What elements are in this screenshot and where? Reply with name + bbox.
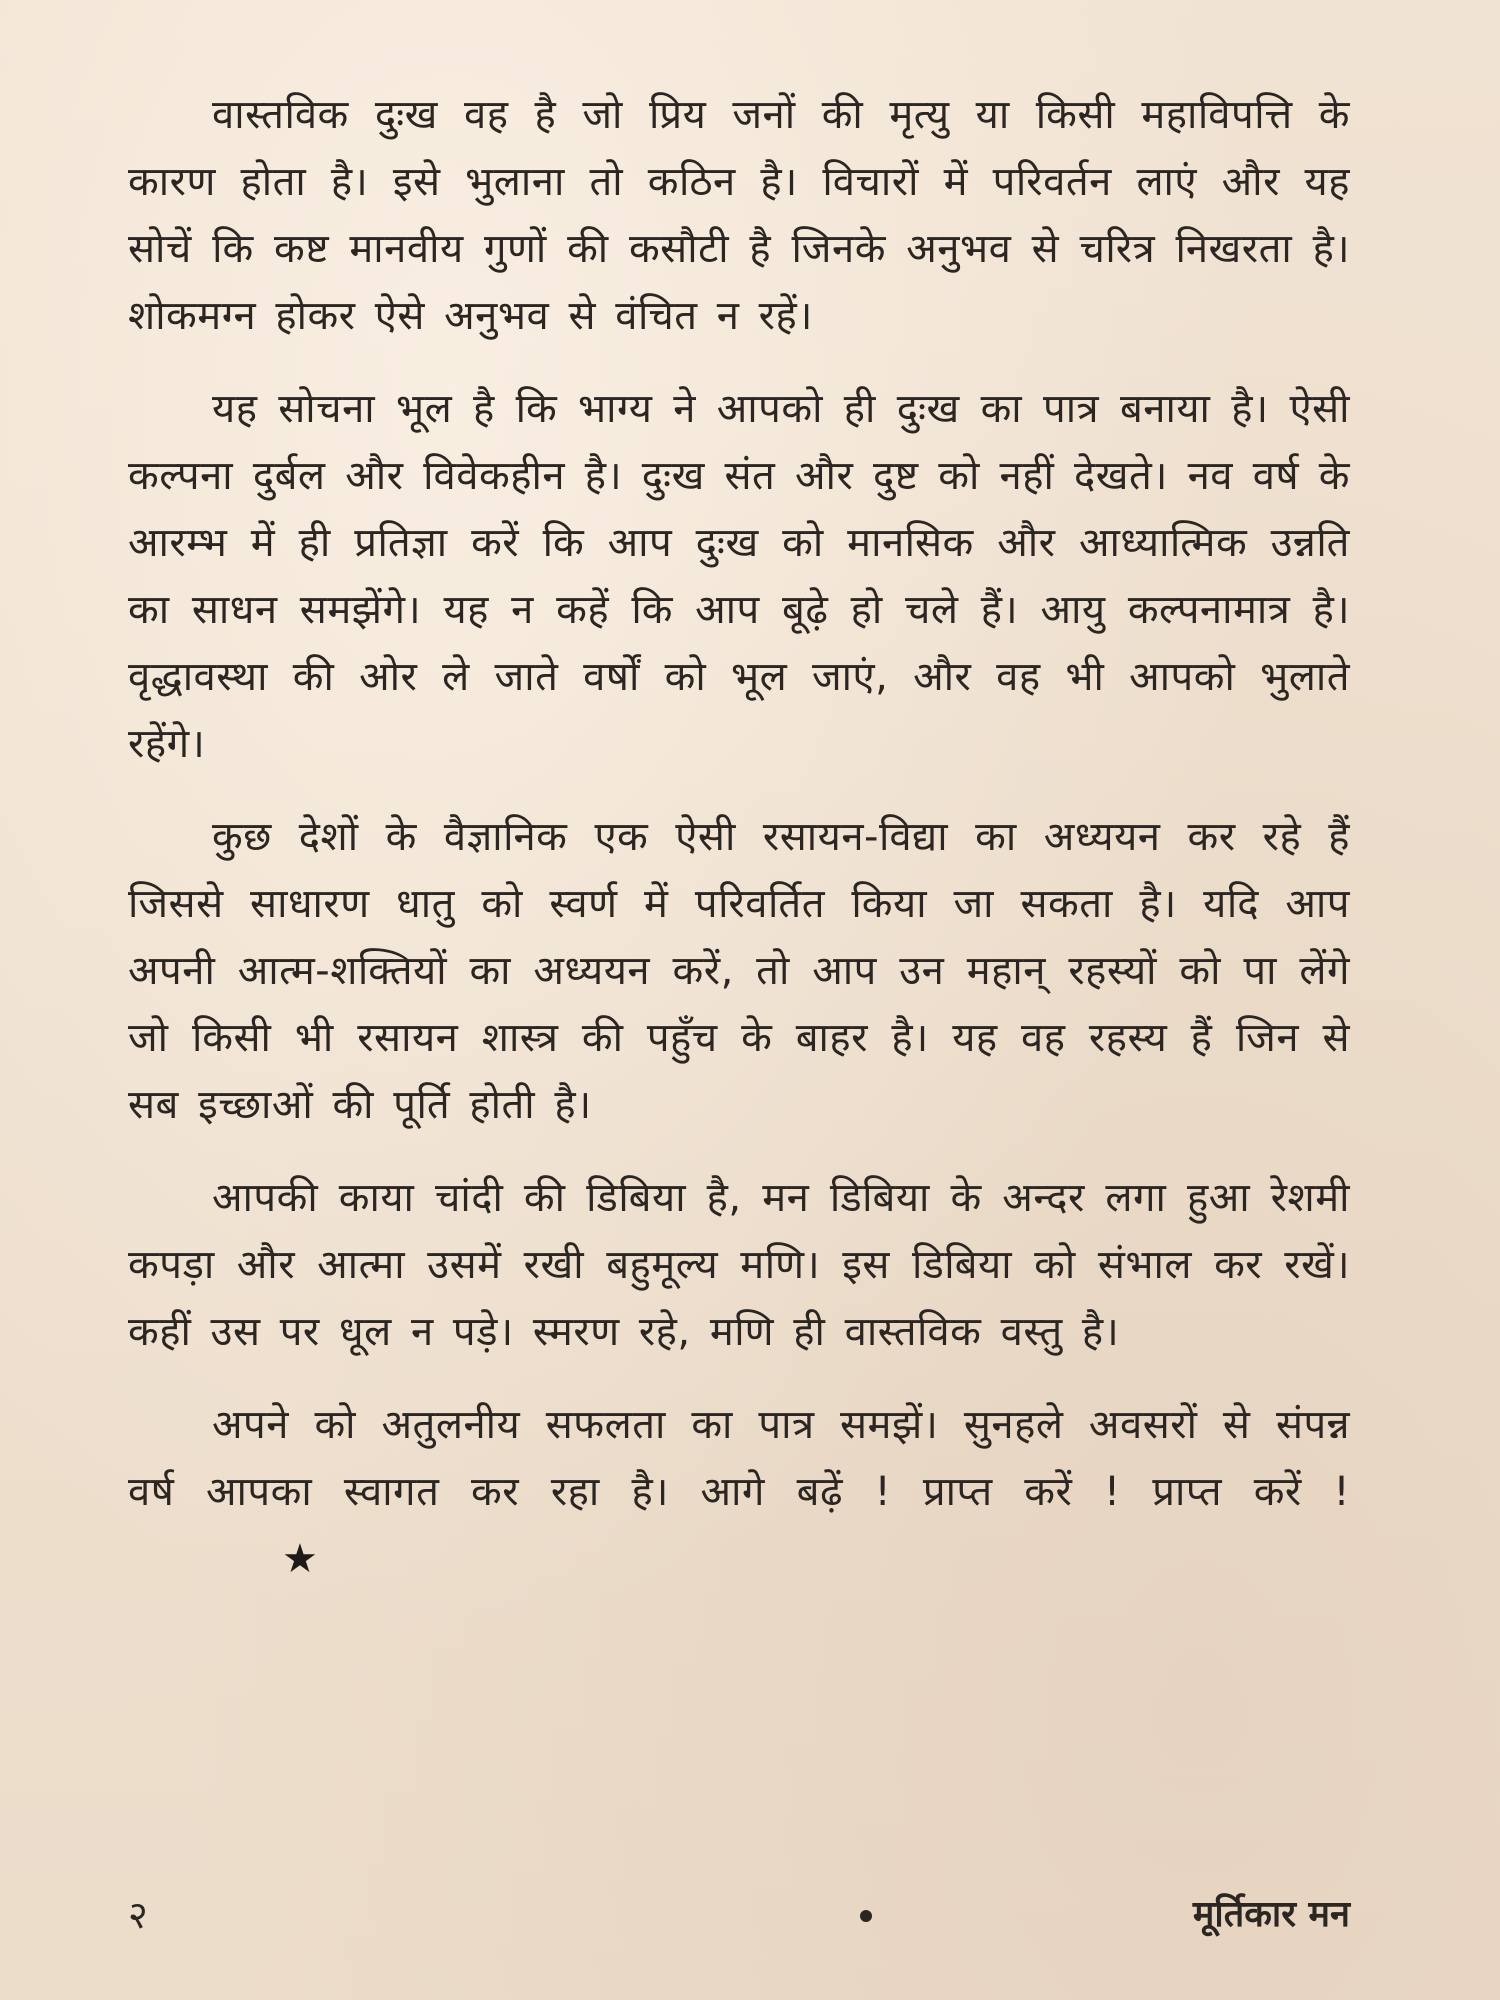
dot-icon (860, 1910, 872, 1922)
page-body (128, 82, 1350, 1619)
page-number: २ (128, 1893, 148, 1937)
paragraph-3: कुछ देशों के वैज्ञानिक एक ऐसी रसायन-विद्या का अध्ययन कर रहे हैं जिससे साधारण धातु को स्वर्ण में परिवर्तित किया जा सकता है। यदि आप अपनी आत्म-शक्तियों का अध्ययन करें, तो आप उन महान् रहस्यों को पा लेंगे जो किसी भी रसायन शास्त्र की पहुँच के बाहर है। यह वह रहस्य हैं जिन से सब इच्छाओं की पूर्ति होती है। (128, 814, 1350, 1128)
paragraph-5 (128, 1392, 1350, 1593)
paragraph-2: यह सोचना भूल है कि भाग्य ने आपको ही दुःख का पात्र बनाया है। ऐसी कल्पना दुर्बल और विवेकहीन है। दुःख संत और दुष्ट को नहीं देखते। नव वर्ष के आरम्भ में ही प्रतिज्ञा करें कि आप दुःख को मानसिक और आध्यात्मिक उन्नति का साधन समझेंगे। यह न कहें कि आप बूढ़े हो चले हैं। आयु कल्पनामात्र है। वृद्धावस्था की ओर ले जाते वर्षों को भूल जाएं, और वह भी आपको भुलाते रहेंगे। (128, 386, 1350, 767)
paragraph-4: आपकी काया चांदी की डिबिया है, मन डिबिया के अन्दर लगा हुआ रेशमी कपड़ा और आत्मा उसमें रखी बहुमूल्य मणि। इस डिबिया को संभाल कर रखें। कहीं उस पर धूल न पड़े। स्मरण रहे, मणि ही वास्तविक वस्तु है। (128, 1175, 1350, 1355)
star-icon: ★ (282, 1536, 319, 1582)
running-title: मूर्तिकार मन (1192, 1894, 1350, 1935)
page-footer (0, 1890, 1500, 1940)
paragraph-1: वास्तविक दुःख वह है जो प्रिय जनों की मृत्यु या किसी महाविपत्ति के कारण होता है। इसे भुलाना तो कठिन है। विचारों में परिवर्तन लाएं और यह सोचें कि कष्ट मानवीय गुणों की कसौटी है जिनके अनुभव से चरित्र निखरता है। शोकमग्न होकर ऐसे अनुभव से वंचित न रहें। (128, 92, 1350, 339)
paragraph-5-text: अपने को अतुलनीय सफलता का पात्र समझें। सुनहले अवसरों से संपन्न वर्ष आपका स्वागत कर रहा है। आगे बढ़ें ! प्राप्त करें ! प्राप्त करें ! (128, 1402, 1350, 1515)
